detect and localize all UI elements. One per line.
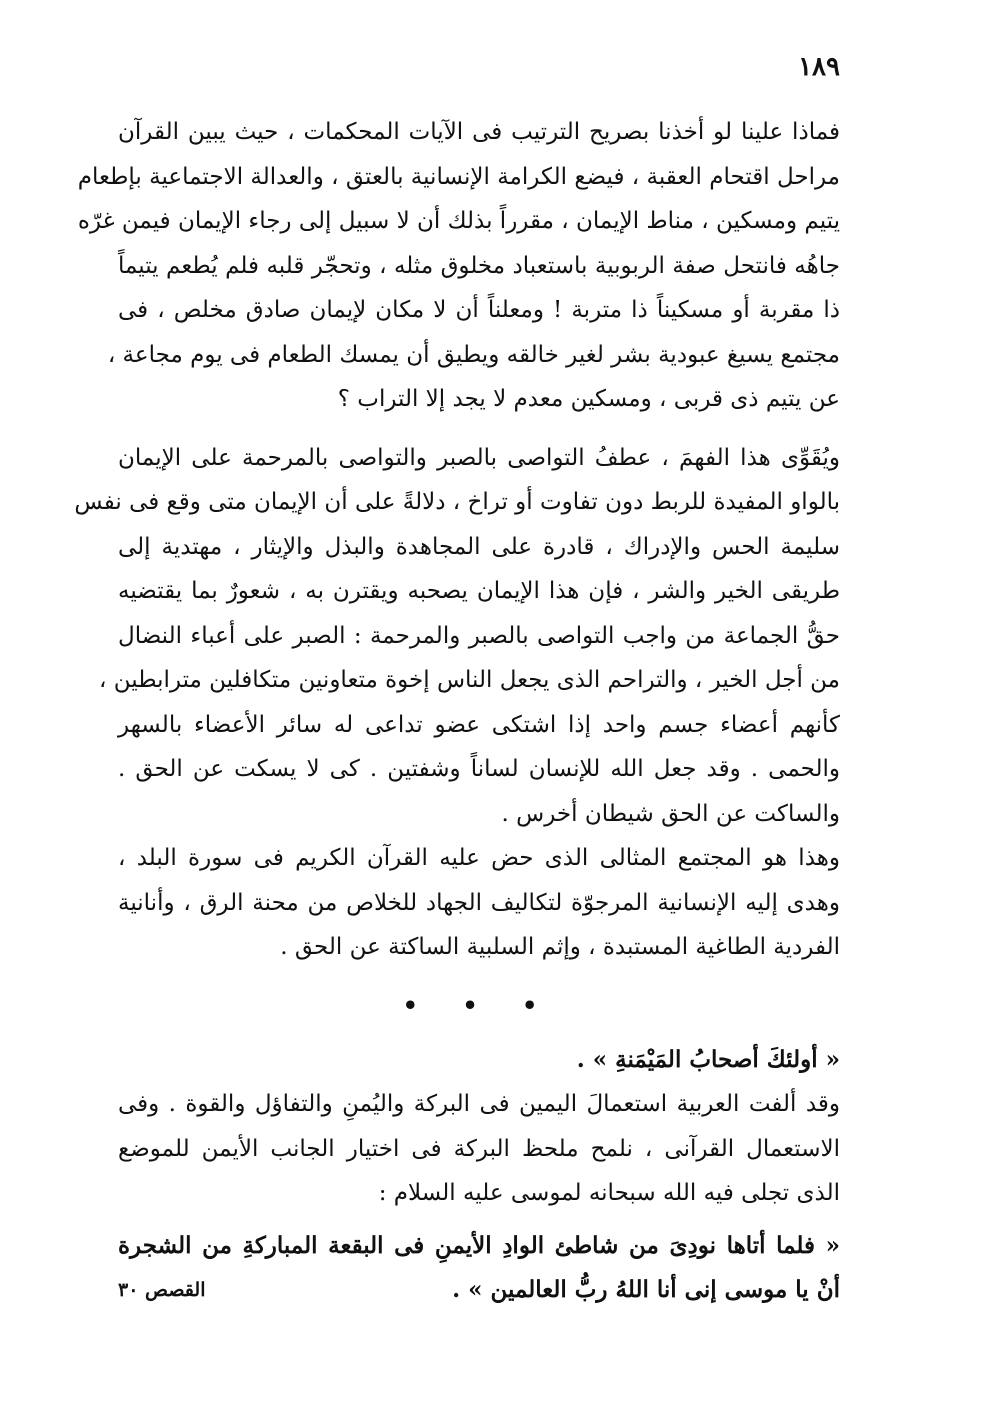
- text-line: والحمى . وقد جعل الله للإنسان لساناً وشفتين . كى لا يسكت عن الحق .: [118, 756, 840, 782]
- text-line: ذا مقربة أو مسكيناً ذا متربة ! ومعلناً أن لا مكان لإيمان صادق مخلص ، فى: [118, 297, 840, 323]
- verse-row: [118, 1268, 840, 1313]
- text-line: عن يتيم ذى قربى ، ومسكين معدم لا يجد إلا التراب ؟: [337, 386, 840, 412]
- text-line: فماذا علينا لو أخذنا بصريح الترتيب فى الآيات المحكمات ، حيث يبين القرآن: [118, 119, 840, 145]
- text-line: من أجل الخير ، والتراحم الذى يجعل الناس إخوة متعاونين متكافلين مترابطين ،: [99, 667, 840, 693]
- verse-line: « فلما أتاها نودِىَ من شاطئ الوادِ الأيمنِ فى البقعة المباركةِ من الشجرة: [118, 1231, 840, 1259]
- text-line: طريقى الخير والشر ، فإن هذا الإيمان يصحبه ويقترن به ، شعورٌ بما يقتضيه: [118, 578, 840, 604]
- paragraph-3: [118, 836, 840, 970]
- text-line: الاستعمال القرآنى ، نلمح ملحظ البركة فى اختيار الجانب الأيمن للموضع: [118, 1135, 840, 1162]
- text-line: يتيم ومسكين ، مناط الإيمان ، مقرراً بذلك أن لا سبيل إلى رجاء الإيمان فيمن غرّه: [77, 208, 840, 234]
- book-page: [74, 52, 840, 1382]
- page-number: ١٨٩: [798, 52, 840, 82]
- text-line: حقُّ الجماعة من واجب التواصى بالصبر والمرحمة : الصبر على أعباء النضال: [118, 622, 840, 649]
- section-separator: • • •: [402, 990, 556, 1020]
- verse-block: [118, 1224, 840, 1313]
- text-line: سليمة الحس والإدراك ، قادرة على المجاهدة والبذل والإيثار ، مهتدية إلى: [118, 533, 840, 560]
- text-line: وهذا هو المجتمع المثالى الذى حض عليه القرآن الكريم فى سورة البلد ،: [118, 845, 840, 871]
- text-line: وهدى إليه الإنسانية المرجوّة لتكاليف الجهاد للخلاص من محنة الرق ، وأنانية: [118, 889, 840, 916]
- paragraph-4: [118, 1082, 840, 1216]
- text-line: الفردية الطاغية المستبدة ، وإثم السلبية الساكتة عن الحق .: [280, 934, 840, 960]
- verse-reference: القصص ٣٠: [118, 1279, 206, 1301]
- text-line: الذى تجلى فيه الله سبحانه لموسى عليه السلام :: [378, 1180, 840, 1206]
- body-text: [74, 110, 840, 1313]
- text-line: مراحل اقتحام العقبة ، فيضع الكرامة الإنسانية بالعتق ، والعدالة الاجتماعية بإطعام: [77, 163, 840, 190]
- text-line: مجتمع يسيغ عبودية بشر لغير خالقه ويطيق أن يمسك الطعام فى يوم مجاعة ،: [107, 341, 840, 368]
- text-line: ويُقَوِّى هذا الفهمَ ، عطفُ التواصى بالصبر والتواصى بالمرحمة على الإيمان: [118, 444, 840, 471]
- quote-line: « أولئكَ أصحابُ المَيْمَنةِ » .: [576, 1045, 840, 1073]
- text-line: بالواو المفيدة للربط دون تفاوت أو تراخ ، دلالةً على أن الإيمان متى وقع فى نفس: [74, 489, 840, 515]
- text-line: وقد ألفت العربية استعمالَ اليمين فى البركة واليُمنِ والتفاؤل والقوة . وفى: [118, 1091, 840, 1117]
- paragraph-1: [77, 110, 840, 422]
- verse-line: أنْ يا موسى إنى أنا اللهُ ربُّ العالمين » .: [452, 1276, 840, 1303]
- text-line: كأنهم أعضاء جسم واحد إذا اشتكى عضو تداعى له سائر الأعضاء بالسهر: [118, 711, 840, 738]
- quote-heading: [118, 1038, 840, 1083]
- text-line: والساكت عن الحق شيطان أخرس .: [501, 800, 840, 827]
- text-line: جاهُه فانتحل صفة الربوبية باستعباد مخلوق مثله ، وتحجّر قلبه فلم يُطعم يتيماً: [118, 252, 840, 279]
- paragraph-2: [74, 436, 840, 837]
